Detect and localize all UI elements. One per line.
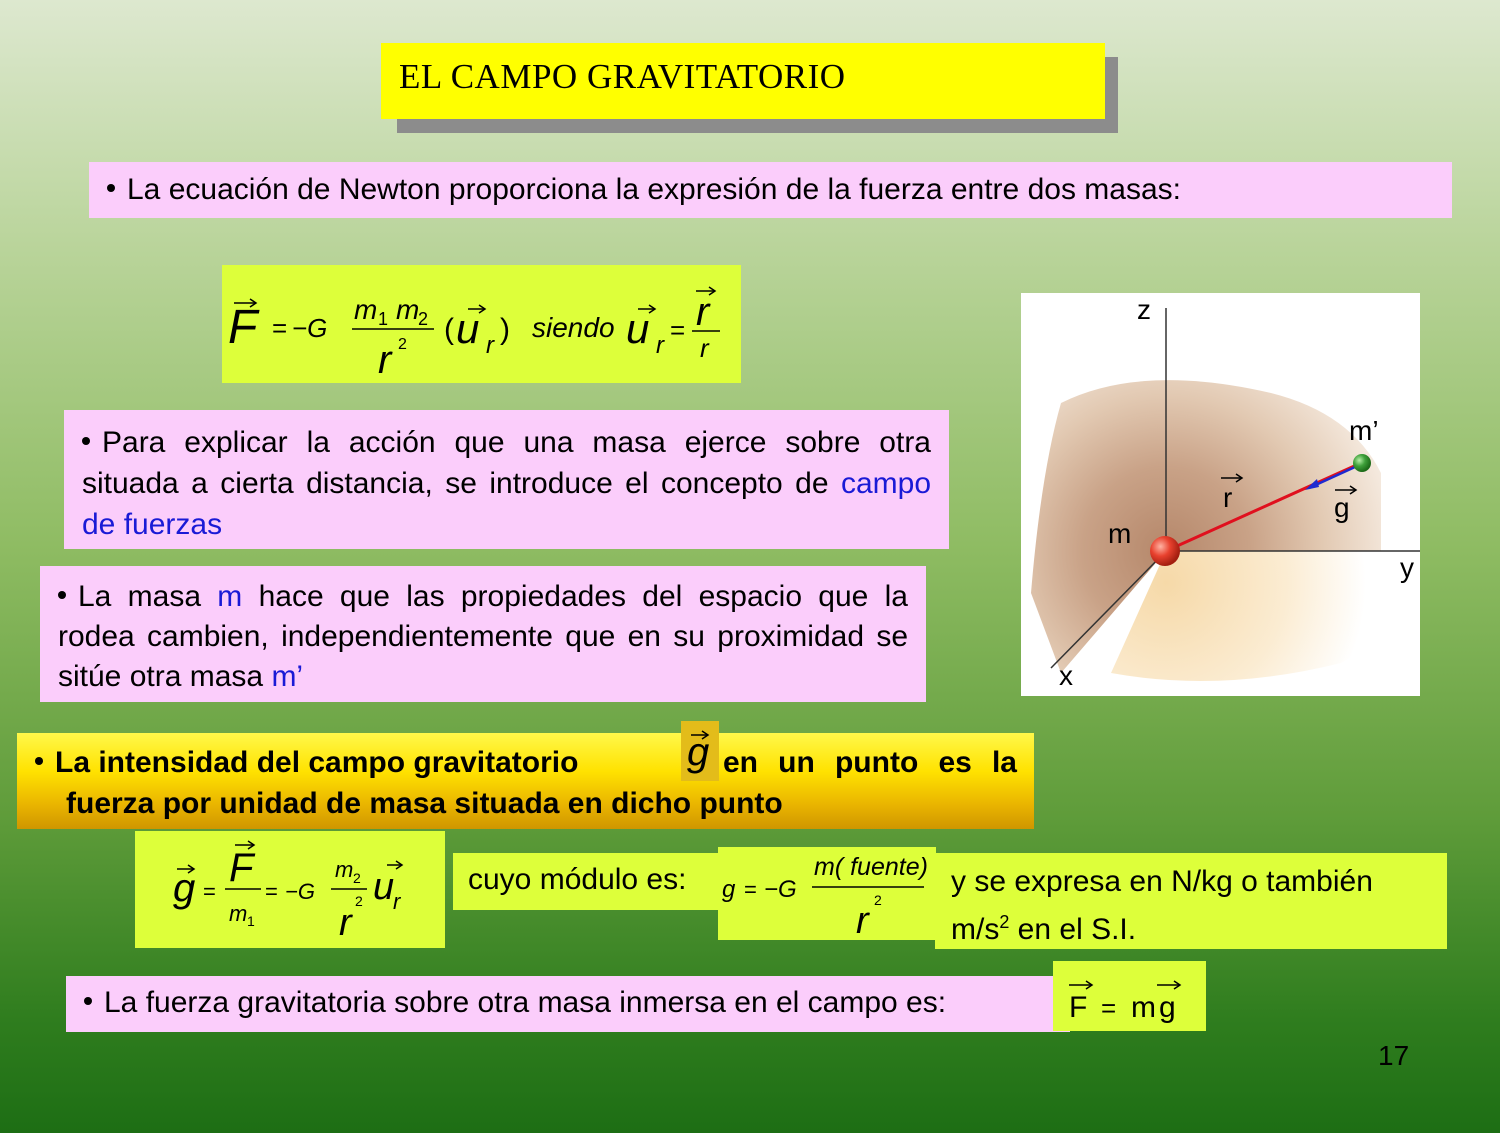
title-box <box>381 43 1105 119</box>
mass-m-highlight: m <box>217 580 243 613</box>
symbol-u: u <box>373 866 395 908</box>
units-sup: 2 <box>999 912 1010 932</box>
gravitational-force-text <box>66 976 1070 1032</box>
intensity-line2: fuerza por unidad de masa situada en dicho punto <box>66 787 783 820</box>
symbol-G: −G <box>764 876 797 903</box>
sub-r: r <box>393 889 401 914</box>
label-m: m <box>1108 518 1132 549</box>
symbol-F2: F <box>229 846 254 890</box>
symbol-r: r <box>856 900 869 940</box>
gravitational-force-label: La fuerza gravitatoria sobre otra masa inmersa en el campo es: <box>104 986 947 1019</box>
word-siendo: siendo <box>532 312 615 343</box>
symbol-m2: m <box>335 857 354 882</box>
newton-equation-text <box>89 162 1452 218</box>
bullet-icon <box>107 184 115 192</box>
diagram-svg <box>1021 293 1420 696</box>
newton-equation-label: La ecuación de Newton proporciona la expresión de la fuerza entre dos masas: <box>127 173 1181 206</box>
force-formula <box>1053 961 1206 1031</box>
exp-2: 2 <box>398 336 407 353</box>
mass-mprime-highlight: m’ <box>271 660 304 693</box>
module-label: cuyo módulo es: <box>468 863 687 896</box>
symbol-g4: g <box>1159 991 1176 1024</box>
force-formula-svg <box>1053 961 1206 1031</box>
symbol-m2: m <box>396 294 420 325</box>
numerator-mfuente: m( fuente) <box>814 853 928 881</box>
symbol-F: F <box>228 301 258 354</box>
g-formula-svg <box>135 831 445 948</box>
paren-left: ( <box>444 313 454 346</box>
symbol-m1: m <box>354 294 378 325</box>
symbol-r: r <box>339 902 352 944</box>
module-label-box <box>453 853 719 910</box>
label-mprime: m’ <box>1349 415 1379 446</box>
symbol-eq2: = <box>265 879 278 904</box>
symbol-r: r <box>378 338 392 382</box>
sub-1: 1 <box>247 913 255 929</box>
bullet-icon <box>35 757 43 765</box>
symbol-g3: g <box>722 876 736 903</box>
exp-2: 2 <box>355 893 363 909</box>
exp-2: 2 <box>874 892 882 908</box>
units-line2 <box>951 902 1447 950</box>
floor-shading <box>1111 551 1390 681</box>
mass-text-part1: La masa <box>78 580 202 613</box>
bullet-icon <box>84 997 92 1005</box>
symbol-G: −G <box>285 879 315 904</box>
intensity-part1: La intensidad del campo gravitatorio <box>55 746 579 779</box>
symbol-m1: m <box>229 901 248 926</box>
sub-2: 2 <box>418 309 429 329</box>
bullet-icon <box>82 437 90 445</box>
gravity-field-diagram <box>1021 293 1420 696</box>
g-module-formula <box>718 847 936 940</box>
paren-right: ) <box>500 313 510 346</box>
g-module-formula-svg <box>718 847 936 940</box>
field-intensity-definition <box>17 730 1034 829</box>
label-r: r <box>1223 482 1233 513</box>
field-concept-highlight: campo de fuerzas <box>82 467 931 541</box>
label-y: y <box>1400 552 1414 583</box>
symbol-u: u <box>456 305 480 352</box>
label-x: x <box>1059 660 1073 691</box>
symbol-g: g <box>687 730 710 774</box>
mass-property-text <box>40 566 926 702</box>
symbol-G: −G <box>292 313 328 343</box>
symbol-g2: g <box>173 866 196 910</box>
symbol-eq: = <box>203 879 216 904</box>
symbol-m: m <box>1131 991 1156 1024</box>
units-text <box>935 853 1447 949</box>
symbol-r-den: r <box>700 333 709 363</box>
label-g: g <box>1334 492 1350 523</box>
intensity-part2a: en un punto es la <box>723 746 1017 779</box>
field-concept-label: Para explicar la acción que una masa ejerce sobre otra situada a cierta distancia, se introduce el concepto de <box>82 426 931 500</box>
units-rest: en el S.I. <box>1009 913 1137 946</box>
symbol-F4: F <box>1069 991 1088 1024</box>
symbol-eq: = <box>744 877 757 902</box>
units-ms: m/s <box>951 913 1000 946</box>
units-line1: y se expresa en N/kg o también <box>951 865 1373 898</box>
sub-1: 1 <box>378 309 389 329</box>
mass-mprime-sphere <box>1353 454 1371 472</box>
sub-2: 2 <box>353 870 361 886</box>
page-title: EL CAMPO GRAVITATORIO <box>399 57 846 96</box>
mass-text-part2: hace que las propiedades del espacio que la rodea cambien, independientemente que en su proximidad se sitúe otra masa <box>58 580 908 693</box>
bullet-icon <box>58 591 66 599</box>
g-formula <box>135 831 445 948</box>
symbol-eq: = <box>272 313 288 343</box>
field-concept-text <box>64 410 949 549</box>
sub-r: r <box>486 332 494 359</box>
g-vector-box <box>681 721 719 781</box>
symbol-eq2: = <box>670 315 686 345</box>
label-z: z <box>1137 294 1151 325</box>
mass-m-sphere <box>1150 536 1180 566</box>
symbol-u2: u <box>626 305 650 352</box>
sub-r2: r <box>656 332 664 359</box>
symbol-eq: = <box>1101 993 1117 1023</box>
page-number: 17 <box>1378 1040 1410 1071</box>
newton-formula-svg <box>222 265 741 383</box>
newton-formula <box>222 265 741 383</box>
symbol-r-num: r <box>696 290 710 334</box>
g-vector-svg <box>681 721 719 781</box>
